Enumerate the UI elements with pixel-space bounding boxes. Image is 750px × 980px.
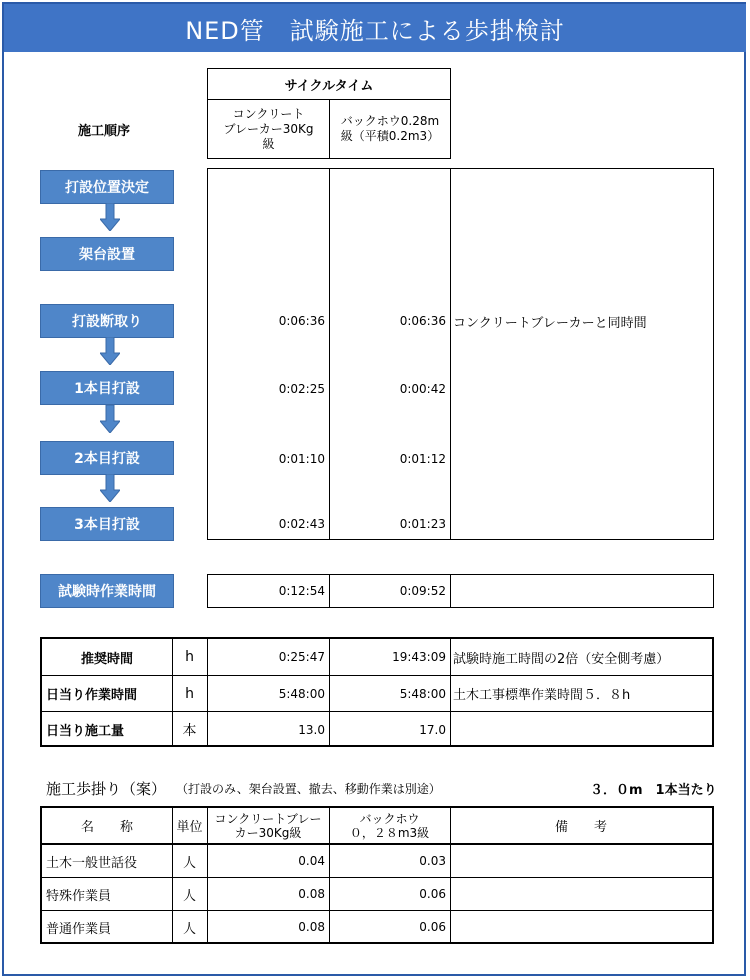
time-cell: 0:06:36 [399, 314, 446, 328]
summary-label: 推奨時間 [80, 651, 133, 667]
time-cell: 0:02:43 [278, 517, 325, 531]
trial-time-label: 試験時作業時間 [40, 574, 174, 608]
rate-title: 施工歩掛り（案） [46, 780, 167, 798]
down-arrow-icon [100, 203, 120, 231]
time-cell: 0:01:23 [399, 517, 446, 531]
rate-row-unit: 人 [182, 921, 196, 937]
rate-row-name: 普通作業員 [46, 921, 112, 937]
step-2: 架台設置 [40, 237, 174, 271]
summary-label: 日当り施工量 [46, 724, 125, 739]
rate-header-breaker: コンクリートブレー カー30Kg級 [214, 811, 322, 840]
summary-b: 19:43:09 [392, 650, 446, 664]
rate-row-name: 特殊作業員 [46, 888, 112, 904]
trial-time-a: 0:12:54 [278, 584, 325, 598]
down-arrow-icon [100, 474, 120, 502]
trial-time-b: 0:09:52 [399, 584, 446, 598]
time-cell: 0:01:10 [278, 452, 325, 466]
rate-row-b: 0.06 [419, 887, 446, 901]
summary-a: 5:48:00 [278, 686, 325, 701]
cycle-col-backhoe: バックホウ0.28m 級（平積0.2m3） [329, 99, 451, 159]
step-4: 1本目打設 [40, 371, 174, 405]
rate-row-a: 0.04 [298, 854, 325, 868]
summary-b: 17.0 [419, 722, 446, 737]
down-arrow-icon [100, 337, 120, 365]
cycle-time-table [207, 168, 714, 540]
time-cell: 0:06:36 [278, 314, 325, 328]
summary-unit: 本 [182, 722, 197, 739]
rate-header-backhoe: バックホウ ０，２８m3級 [349, 811, 430, 840]
order-label: 施工順序 [78, 124, 131, 139]
summary-unit: h [185, 649, 194, 665]
time-note: コンクリートブレーカーと同時間 [453, 315, 647, 331]
rate-per: ３．０m 1本当たり [590, 783, 717, 798]
summary-unit: h [185, 685, 194, 702]
rate-header-unit: 単位 [176, 820, 203, 835]
rate-row-name: 土木一般世話役 [46, 855, 138, 871]
summary-note: 試験時施工時間の2倍（安全側考慮） [453, 651, 670, 667]
summary-b: 5:48:00 [399, 686, 446, 701]
rate-row-unit: 人 [182, 855, 196, 871]
rate-row-unit: 人 [182, 888, 196, 904]
step-3: 打設断取り [40, 304, 174, 338]
step-5: 2本目打設 [40, 441, 174, 475]
time-cell: 0:01:12 [399, 452, 446, 466]
cycle-col-breaker: コンクリート ブレーカー30Kg 級 [207, 99, 330, 159]
summary-label: 日当り作業時間 [46, 688, 138, 703]
rate-row-b: 0.06 [419, 920, 446, 934]
step-6: 3本目打設 [40, 507, 174, 541]
summary-a: 0:25:47 [278, 650, 325, 664]
rate-subtitle: （打設のみ、架台設置、撤去、移動作業は別途） [176, 782, 441, 796]
rate-header-name: 名 称 [80, 820, 133, 835]
summary-a: 13.0 [298, 722, 325, 737]
page-title: NED管 試験施工による歩掛検討 [4, 4, 746, 52]
time-cell: 0:00:42 [399, 382, 446, 396]
down-arrow-icon [100, 405, 120, 433]
rate-header-note: 備 考 [554, 820, 607, 835]
step-1: 打設位置決定 [40, 170, 174, 204]
rate-row-a: 0.08 [298, 920, 325, 934]
rate-row-b: 0.03 [419, 854, 446, 868]
time-cell: 0:02:25 [278, 382, 325, 396]
cycle-time-header: サイクルタイム [207, 68, 451, 100]
summary-note: 土木工事標準作業時間５．８h [453, 688, 631, 703]
rate-row-a: 0.08 [298, 887, 325, 901]
